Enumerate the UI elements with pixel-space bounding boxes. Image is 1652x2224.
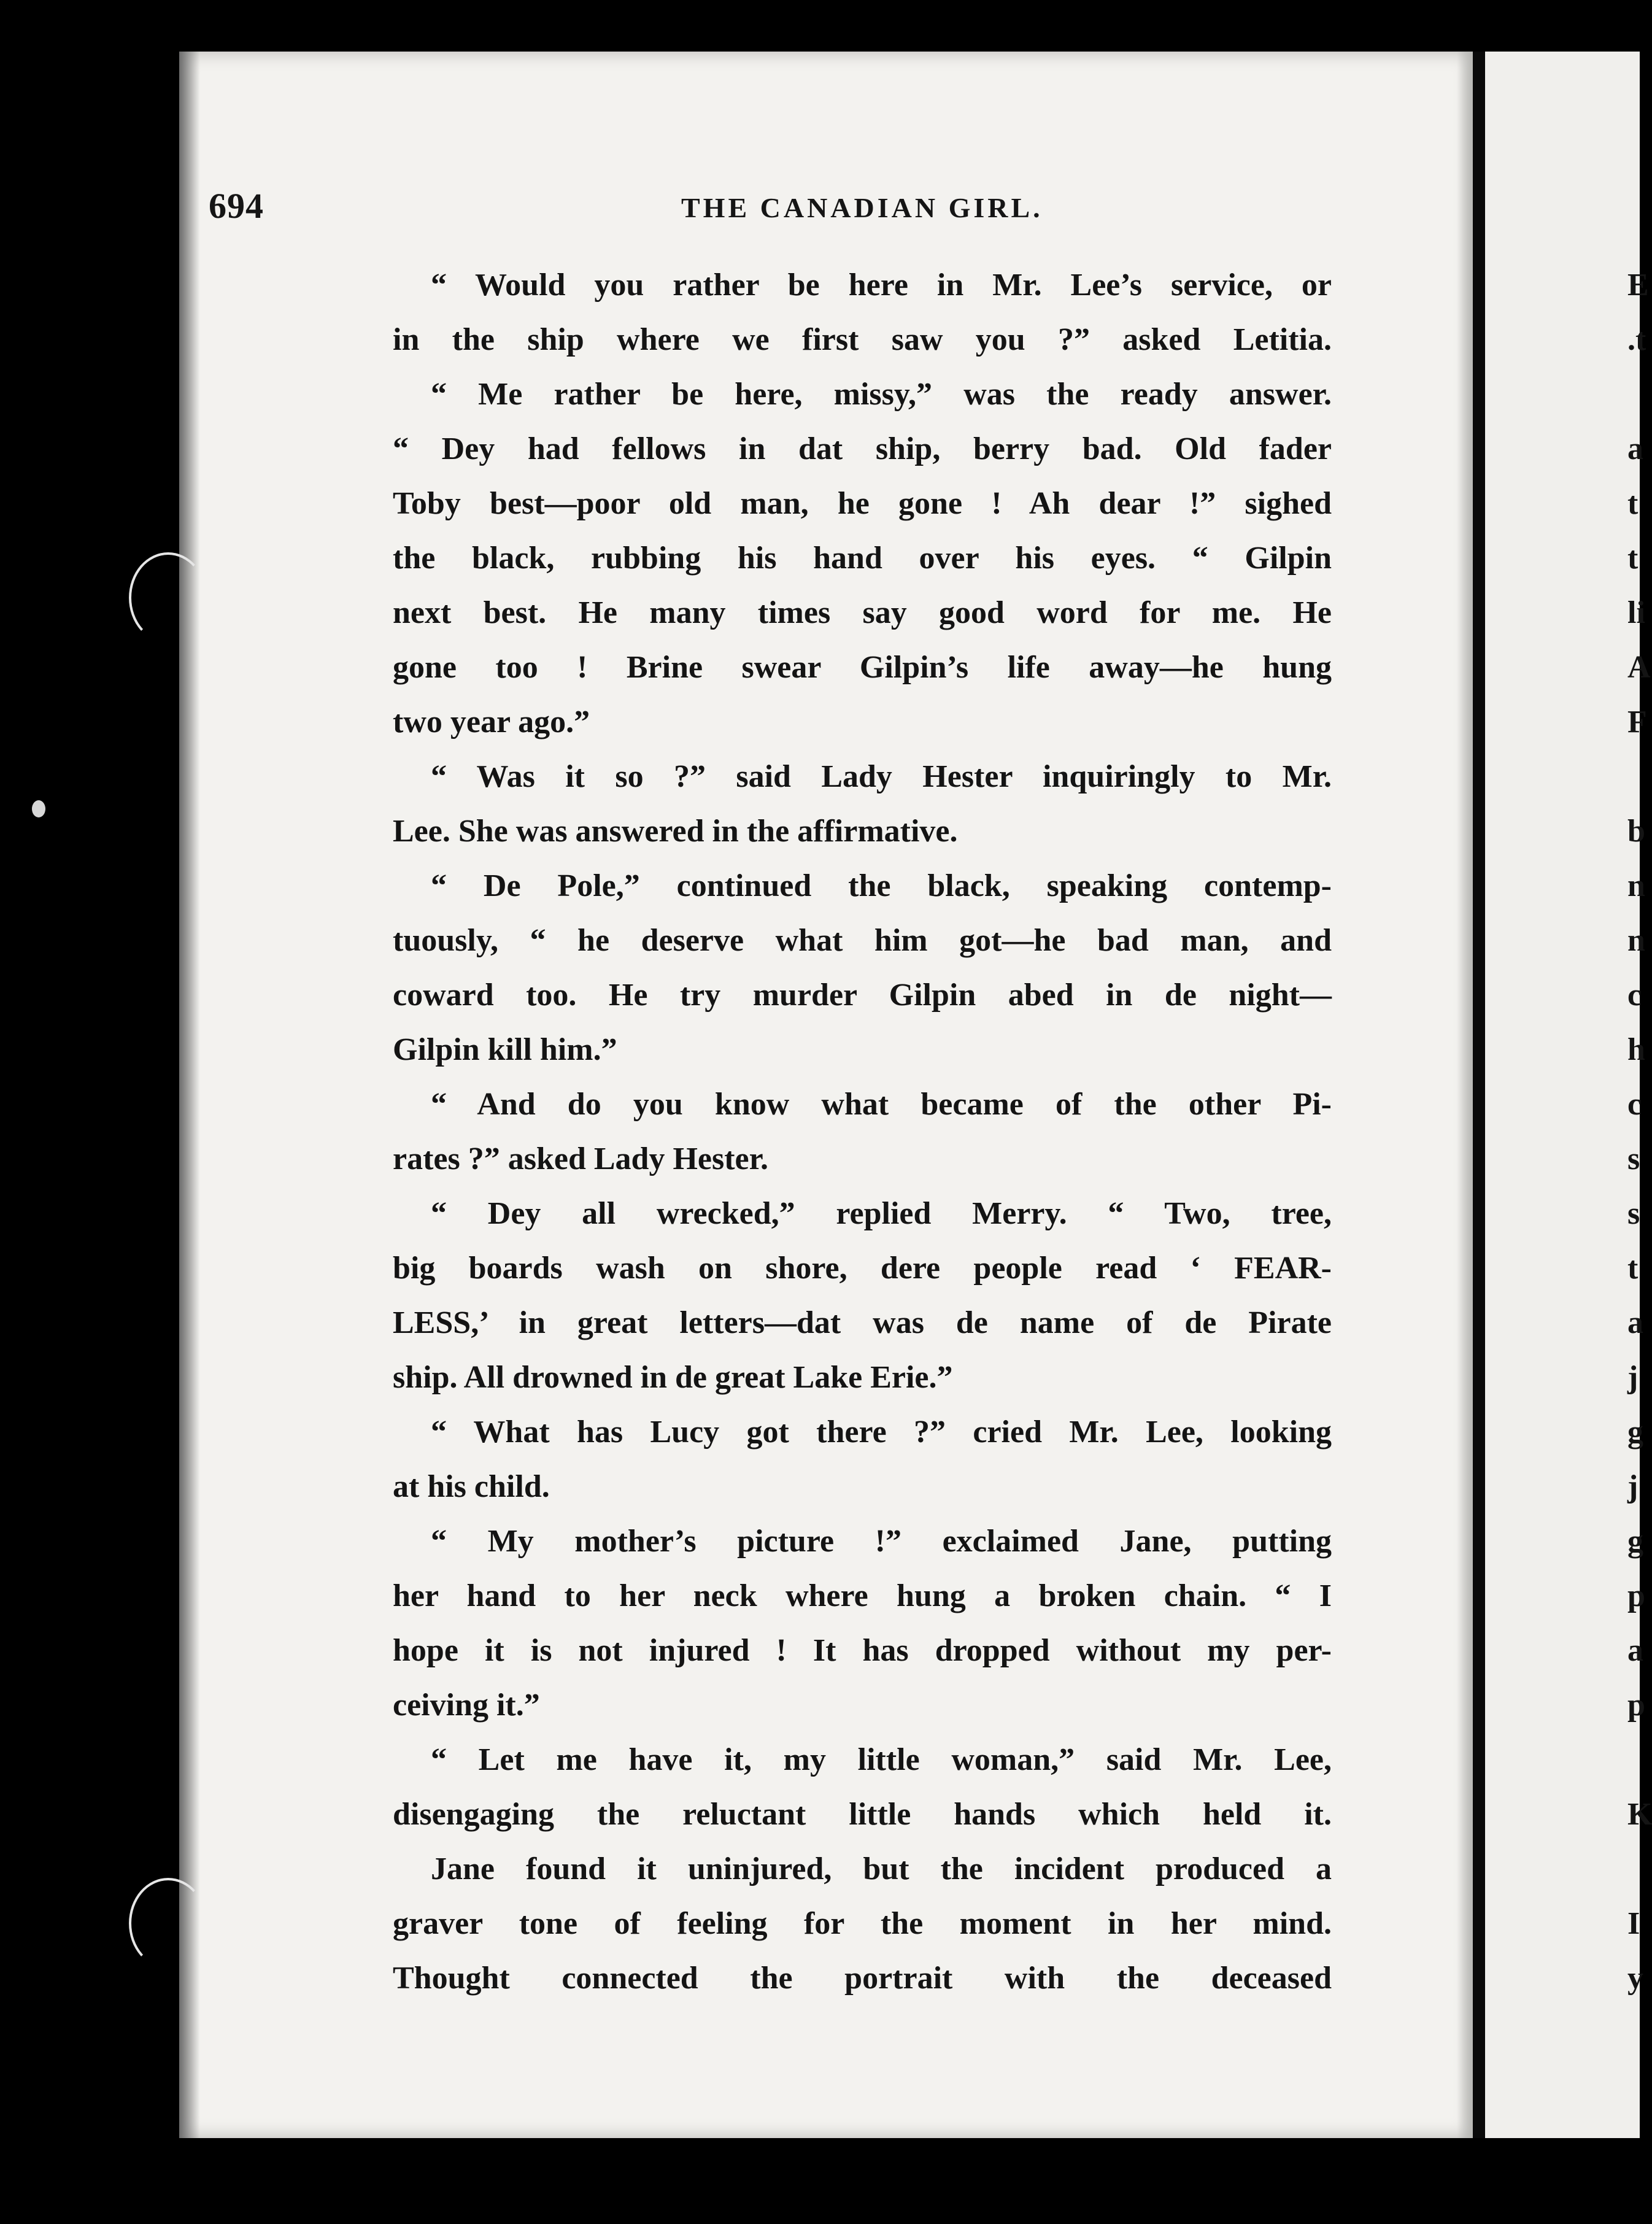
text-line: disengaging the reluctant little hands which held it.: [393, 1797, 1332, 1832]
facing-page-margin-text: [1627, 258, 1652, 2006]
text-line: the black, rubbing his hand over his eyes. “ Gilpin: [393, 541, 1332, 576]
page-header: [209, 185, 1332, 241]
text-line: Gilpin kill him.”: [393, 1032, 617, 1067]
text-line: “ And do you know what became of the other Pi-: [431, 1087, 1332, 1122]
text-line: “ Dey had fellows in dat ship, berry bad. Old fader: [393, 431, 1332, 466]
text-line: graver tone of feeling for the moment in her mind.: [393, 1906, 1332, 1941]
facing-margin-letter: [1627, 1732, 1640, 1787]
binding-thread: [129, 1878, 207, 1969]
facing-margin-letter: j: [1627, 1469, 1638, 1504]
facing-margin-letter: A: [1627, 650, 1651, 685]
text-line: “ Me rather be here, missy,” was the ready answer.: [431, 377, 1332, 412]
text-line: “ Was it so ?” said Lady Hester inquiringly to Mr.: [431, 759, 1332, 794]
binding-thread: [129, 552, 207, 643]
text-line: her hand to her neck where hung a broken chain. “ I: [393, 1578, 1332, 1613]
text-line: two year ago.”: [393, 705, 590, 739]
facing-margin-letter: E: [1627, 268, 1649, 303]
facing-margin-letter: .t: [1627, 322, 1646, 357]
facing-margin-letter: c: [1627, 1087, 1642, 1122]
text-line: “ What has Lucy got there ?” cried Mr. Lee, looking: [431, 1415, 1332, 1450]
page-body-text: [393, 258, 1332, 2006]
facing-margin-letter: p: [1627, 1578, 1645, 1613]
facing-margin-letter: I: [1627, 1906, 1640, 1941]
facing-margin-letter: a: [1627, 1305, 1643, 1340]
text-line: Thought connected the portrait with the deceased: [393, 1961, 1332, 1996]
text-line: Jane found it uninjured, but the incident produced a: [431, 1851, 1332, 1886]
facing-margin-letter: n: [1627, 923, 1645, 958]
text-line: rates ?” asked Lady Hester.: [393, 1141, 768, 1176]
text-line: big boards wash on shore, dere people read ‘ FEAR-: [393, 1251, 1332, 1286]
page-right-shadow: [1457, 52, 1473, 2138]
facing-margin-letter: K: [1627, 1797, 1652, 1832]
facing-page: [1485, 52, 1652, 2138]
text-line: ceiving it.”: [393, 1688, 540, 1723]
facing-margin-letter: b: [1627, 814, 1645, 849]
facing-margin-letter: g: [1627, 1415, 1643, 1450]
facing-margin-letter: p: [1627, 1688, 1645, 1723]
facing-margin-letter: c: [1627, 978, 1642, 1013]
text-line: ship. All drowned in de great Lake Erie.”: [393, 1360, 953, 1395]
text-line: next best. He many times say good word for me. He: [393, 595, 1332, 630]
text-line: Lee. She was answered in the affirmative.: [393, 814, 958, 849]
running-head: THE CANADIAN GIRL.: [681, 192, 1043, 223]
facing-margin-letter: a: [1627, 1633, 1643, 1668]
facing-margin-letter: [1627, 1842, 1640, 1896]
facing-margin-letter: F: [1627, 705, 1647, 739]
text-line: at his child.: [393, 1469, 550, 1504]
facing-margin-letter: t: [1627, 486, 1638, 521]
text-line: coward too. He try murder Gilpin abed in de night—: [393, 978, 1332, 1013]
facing-margin-letter: j: [1627, 1360, 1638, 1395]
facing-margin-letter: t: [1627, 1251, 1638, 1286]
facing-margin-letter: [1627, 367, 1640, 422]
facing-margin-letter: s: [1627, 1196, 1640, 1231]
text-line: LESS,’ in great letters—dat was de name of de Pirate: [393, 1305, 1332, 1340]
page-number: 694: [209, 186, 264, 226]
text-line: “ Dey all wrecked,” replied Merry. “ Two, tree,: [431, 1196, 1332, 1231]
text-line: hope it is not injured ! It has dropped without my per-: [393, 1633, 1332, 1668]
text-line: tuously, “ he deserve what him got—he bad man, and: [393, 923, 1332, 958]
facing-margin-letter: h: [1627, 1032, 1645, 1067]
facing-margin-letter: n: [1627, 868, 1645, 903]
text-line: “ Would you rather be here in Mr. Lee’s service, or: [431, 268, 1332, 303]
text-line: in the ship where we first saw you ?” asked Letitia.: [393, 322, 1332, 357]
text-line: gone too ! Brine swear Gilpin’s life away—he hung: [393, 650, 1332, 685]
binding-hole: [32, 800, 45, 817]
facing-margin-letter: [1627, 749, 1640, 804]
text-line: “ Let me have it, my little woman,” said Mr. Lee,: [431, 1742, 1332, 1777]
facing-margin-letter: t: [1627, 541, 1638, 576]
facing-margin-letter: g: [1627, 1524, 1643, 1559]
text-line: “ De Pole,” continued the black, speaking contemp-: [431, 868, 1332, 903]
facing-margin-letter: s: [1627, 1141, 1640, 1176]
text-line: “ My mother’s picture !” exclaimed Jane, putting: [431, 1524, 1332, 1559]
facing-margin-letter: y: [1627, 1961, 1643, 1996]
page-left-shadow: [179, 52, 200, 2138]
facing-margin-letter: a: [1627, 431, 1643, 466]
facing-margin-letter: li: [1627, 595, 1645, 630]
text-line: Toby best—poor old man, he gone ! Ah dear !” sighed: [393, 486, 1332, 521]
